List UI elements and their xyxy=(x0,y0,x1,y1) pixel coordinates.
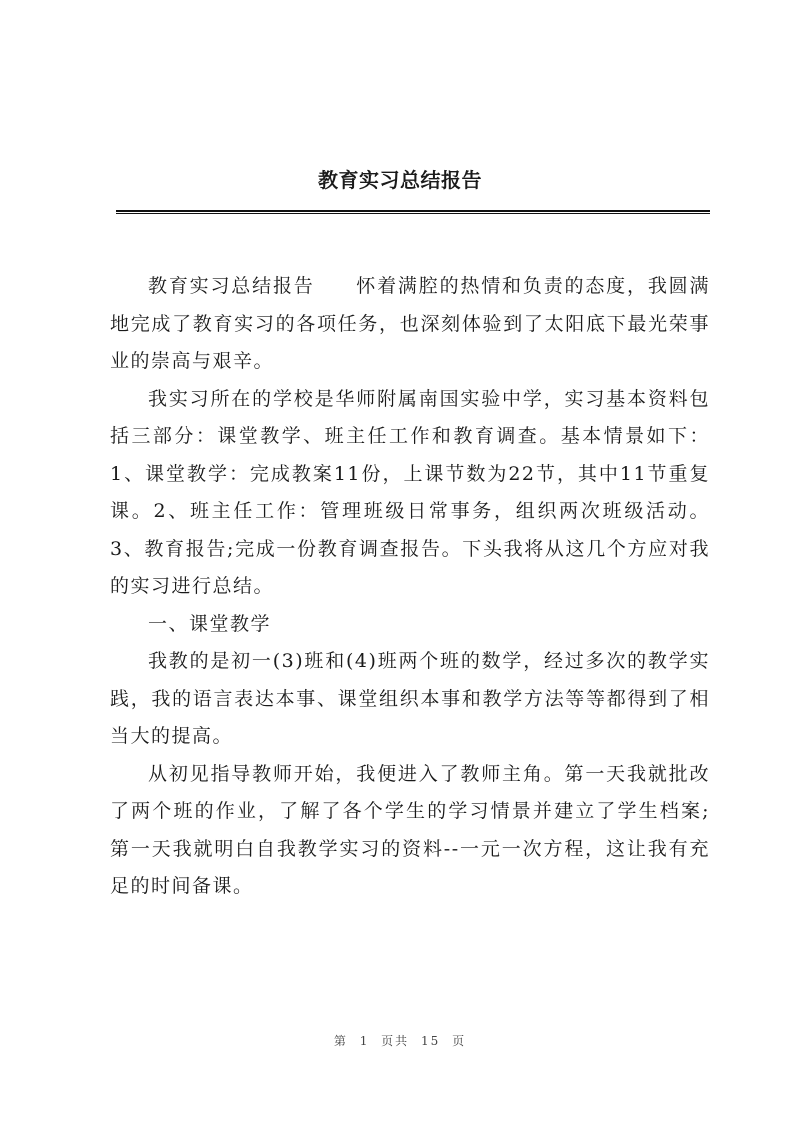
paragraph-teaching-practice: 我教的是初一(3)班和(4)班两个班的数学，经过多次的教学实践，我的语言表达本事、课堂组织本事和教学方法等等都得到了相当大的提高。 xyxy=(110,650,710,747)
document-body xyxy=(110,268,710,906)
document-title: 教育实习总结报告 xyxy=(318,168,482,192)
paragraph-intro: 教育实习总结报告 怀着满腔的热情和负责的态度，我圆满地完成了教育实习的各项任务，也深刻体验到了太阳底下最光荣事业的崇高与艰辛。 xyxy=(110,275,710,372)
title-divider xyxy=(116,210,710,214)
paragraph-first-day: 从初见指导教师开始，我便进入了教师主角。第一天我就批改了两个班的作业，了解了各个学生的学习情景并建立了学生档案;第一天我就明白自我教学实习的资料--一元一次方程，这让我有充足的时间备课。 xyxy=(110,762,710,897)
section-heading-classroom-teaching: 一、课堂教学 xyxy=(148,612,272,635)
page-number: 第 1 页共 15 页 xyxy=(333,1034,467,1048)
paragraph-overview: 我实习所在的学校是华师附属南国实验中学，实习基本资料包括三部分：课堂教学、班主任工作和教育调查。基本情景如下：1、课堂教学：完成教案11份，上课节数为22节，其中11节重复课。2、班主任工作：管理班级日常事务，组织两次班级活动。3、教育报告;完成一份教育调查报告。下头我将从这几个方应对我的实习进行总结。 xyxy=(110,387,710,597)
